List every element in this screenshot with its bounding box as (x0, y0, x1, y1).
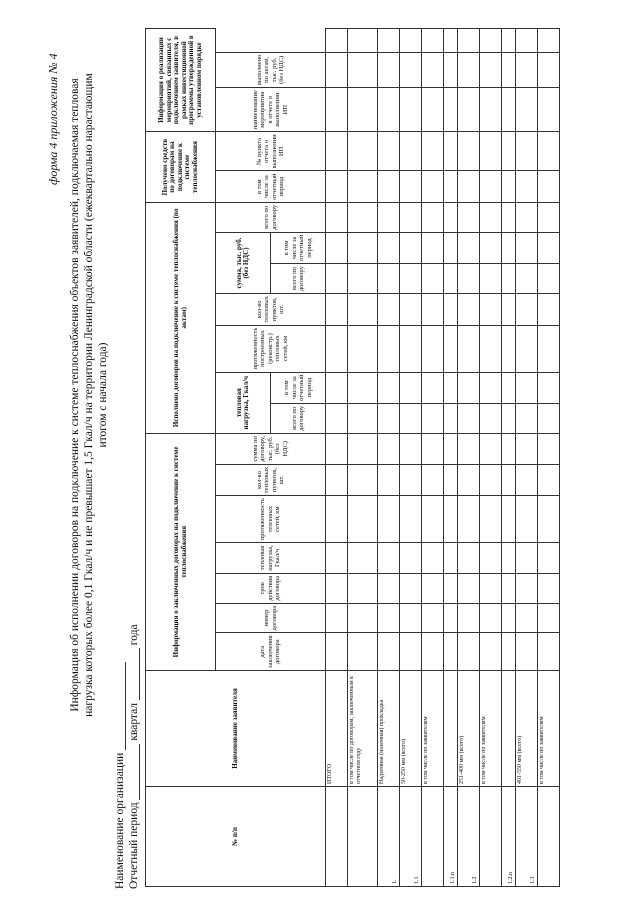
empty-cell (348, 171, 378, 202)
empty-cell (378, 464, 400, 495)
empty-cell (422, 464, 444, 495)
empty-cell (458, 573, 480, 603)
empty-cell (378, 202, 400, 232)
empty-cell (444, 28, 458, 52)
empty-cell (516, 202, 538, 232)
empty-cell (378, 496, 400, 543)
empty-cell (422, 52, 444, 87)
empty-cell (516, 464, 538, 495)
empty-cell (458, 403, 480, 433)
empty-cell (326, 496, 348, 543)
header-exec-sum-total: всего по договору (271, 264, 326, 294)
empty-cell (516, 28, 538, 52)
empty-cell (326, 294, 348, 325)
empty-cell (538, 433, 560, 464)
empty-cell (480, 202, 502, 232)
empty-cell (444, 232, 458, 263)
empty-cell (400, 132, 422, 171)
empty-cell (516, 294, 538, 325)
empty-cell (538, 28, 560, 52)
row-label (502, 671, 516, 787)
empty-cell (378, 325, 400, 372)
empty-cell (458, 264, 480, 294)
empty-cell (444, 496, 458, 543)
header-received-total: всего по договору (216, 202, 326, 232)
empty-cell (326, 52, 348, 87)
empty-cell (348, 496, 378, 543)
empty-cell (348, 573, 378, 603)
document-title: Информация об исполнении договоров на подключение к системе теплоснабжения объектов заявителей, подключаемая тепловая нагрузка которых более 0,1 Гкал/ч и не превышает 1,5 Гкал/ч на территории Ленинградской области (ежеквартально нарастающим итогом с начала года) (69, 73, 109, 717)
empty-cell (480, 88, 502, 132)
empty-cell (422, 325, 444, 372)
empty-cell (422, 603, 444, 633)
organization-blank (115, 662, 126, 750)
empty-cell (444, 603, 458, 633)
empty-cell (516, 573, 538, 603)
empty-cell (480, 171, 502, 202)
empty-cell (378, 543, 400, 574)
empty-cell (458, 232, 480, 263)
empty-cell (348, 264, 378, 294)
empty-cell (348, 88, 378, 132)
empty-cell (422, 496, 444, 543)
row-label: 50-250 мм (всего) (400, 671, 422, 787)
header-exec-load-total: всего по договору (271, 403, 326, 433)
empty-cell (480, 372, 502, 403)
empty-cell (326, 28, 348, 52)
empty-cell (516, 171, 538, 202)
empty-cell (480, 496, 502, 543)
empty-cell (516, 433, 538, 464)
form-label: форма 4 приложения № 4 (46, 53, 60, 185)
row-number: 1.1.n (444, 787, 458, 887)
empty-cell (538, 232, 560, 263)
empty-cell (400, 496, 422, 543)
empty-cell (378, 372, 400, 403)
empty-cell (538, 543, 560, 574)
empty-cell (400, 633, 422, 671)
empty-cell (378, 403, 400, 433)
empty-cell (480, 464, 502, 495)
empty-cell (502, 496, 516, 543)
table-row (422, 28, 444, 886)
table-row (502, 28, 516, 886)
table-row (400, 28, 422, 886)
empty-cell (444, 171, 458, 202)
empty-cell (422, 403, 444, 433)
empty-cell (502, 28, 516, 52)
empty-cell (458, 171, 480, 202)
header-received-group: Получено средств по договорам на подключение к системе теплоснабжения (146, 132, 216, 202)
row-label: 401-550 мм (всего) (516, 671, 538, 787)
row-label: в том числе по договорам, заключенным в отчетном году (348, 671, 378, 787)
empty-cell (444, 132, 458, 171)
empty-cell (326, 603, 348, 633)
empty-cell (348, 294, 378, 325)
empty-cell (378, 294, 400, 325)
empty-cell (480, 264, 502, 294)
row-number: 1.1 (400, 787, 422, 887)
header-applicant: Наименование заявителя (146, 671, 326, 787)
empty-cell (326, 372, 348, 403)
empty-cell (444, 88, 458, 132)
empty-cell (400, 573, 422, 603)
empty-cell (502, 171, 516, 202)
header-exec-sum: сумма, тыс. руб. (без НДС) (216, 232, 271, 293)
empty-cell (458, 543, 480, 574)
empty-cell (348, 325, 378, 372)
empty-cell (502, 573, 516, 603)
header-load: тепловая нагрузка, Гкал/ч (216, 543, 326, 574)
empty-cell (378, 171, 400, 202)
empty-cell (538, 171, 560, 202)
empty-cell (422, 202, 444, 232)
empty-cell (538, 496, 560, 543)
empty-cell (538, 132, 560, 171)
row-number: 1. (378, 787, 400, 887)
empty-cell (444, 325, 458, 372)
empty-cell (458, 496, 480, 543)
empty-cell (458, 88, 480, 132)
empty-cell (422, 88, 444, 132)
empty-cell (516, 52, 538, 87)
empty-cell (422, 232, 444, 263)
header-points: кол-во тепловых пунктов, шт. (216, 464, 326, 495)
empty-cell (444, 372, 458, 403)
empty-cell (480, 403, 502, 433)
report-table (145, 28, 560, 887)
empty-cell (348, 603, 378, 633)
empty-cell (502, 294, 516, 325)
empty-cell (422, 171, 444, 202)
empty-cell (458, 603, 480, 633)
empty-cell (516, 603, 538, 633)
table-row (480, 28, 502, 886)
header-invest-done: выполнено по актам, тыс. руб. (без НДС) (216, 52, 326, 87)
row-label: в том числе по заявителям (422, 671, 444, 787)
empty-cell (516, 372, 538, 403)
period-blank (129, 744, 140, 800)
table-row (538, 28, 560, 886)
table-row (378, 28, 400, 886)
header-exec-sum-period: в том числе за отчетный период (271, 232, 326, 263)
empty-cell (516, 325, 538, 372)
empty-cell (538, 325, 560, 372)
empty-cell (400, 171, 422, 202)
empty-cell (422, 28, 444, 52)
empty-cell (538, 573, 560, 603)
empty-cell (480, 633, 502, 671)
empty-cell (444, 294, 458, 325)
row-number (538, 787, 560, 887)
header-invest-num: № пункта отчета о выполнении ИП (216, 132, 326, 171)
empty-cell (516, 403, 538, 433)
empty-cell (378, 603, 400, 633)
empty-cell (444, 543, 458, 574)
empty-cell (422, 543, 444, 574)
row-number: 1.3 (516, 787, 538, 887)
empty-cell (516, 264, 538, 294)
empty-cell (502, 325, 516, 372)
row-label: 251-400 мм (всего) (458, 671, 480, 787)
empty-cell (422, 573, 444, 603)
empty-cell (458, 464, 480, 495)
empty-cell (326, 433, 348, 464)
empty-cell (480, 433, 502, 464)
row-label: Надземная (наземная) прокладка (378, 671, 400, 787)
empty-cell (480, 603, 502, 633)
period-year: года (128, 624, 140, 646)
empty-cell (538, 202, 560, 232)
empty-cell (326, 325, 348, 372)
empty-cell (538, 88, 560, 132)
header-exec-points: кол-во тепловых пунктов, шт. (216, 294, 326, 325)
empty-cell (480, 52, 502, 87)
header-exec-load-period: в том числе за отчетный период (271, 372, 326, 403)
empty-cell (458, 433, 480, 464)
empty-cell (378, 264, 400, 294)
period-year-blank (129, 648, 140, 700)
empty-cell (480, 28, 502, 52)
empty-cell (444, 433, 458, 464)
empty-cell (444, 52, 458, 87)
empty-cell (348, 52, 378, 87)
organization-label: Наименование организации (114, 752, 126, 889)
header-received-period: в том числе за отчетный период (216, 171, 326, 202)
header-invest-group: Информация о реализации мероприятий, связанных с подключением заявителя, в рамках инвестиционной программы утвержденной в установленном порядке (146, 28, 216, 132)
empty-cell (400, 88, 422, 132)
empty-cell (480, 132, 502, 171)
row-number (422, 787, 444, 887)
table-row (348, 28, 378, 886)
header-exec-length: протяженность построенных (реконстр.) тепловых сетей, км (216, 325, 326, 372)
empty-cell (502, 372, 516, 403)
empty-cell (538, 294, 560, 325)
empty-cell (538, 464, 560, 495)
empty-cell (400, 403, 422, 433)
row-label: в том числе по заявителям (480, 671, 502, 787)
table-body (326, 28, 560, 886)
period-label: Отчетный период (128, 802, 140, 889)
row-label (444, 671, 458, 787)
empty-cell (348, 633, 378, 671)
empty-cell (480, 232, 502, 263)
empty-cell (502, 603, 516, 633)
empty-cell (400, 264, 422, 294)
table-row (444, 28, 458, 886)
empty-cell (400, 202, 422, 232)
empty-cell (502, 633, 516, 671)
empty-cell (422, 372, 444, 403)
empty-cell (458, 633, 480, 671)
header-length: протяженность тепловых сетей, км (216, 496, 326, 543)
empty-cell (400, 325, 422, 372)
empty-cell (348, 372, 378, 403)
empty-cell (348, 232, 378, 263)
empty-cell (444, 403, 458, 433)
empty-cell (378, 52, 400, 87)
empty-cell (538, 403, 560, 433)
empty-cell (422, 633, 444, 671)
empty-cell (326, 132, 348, 171)
empty-cell (348, 28, 378, 52)
empty-cell (502, 202, 516, 232)
header-exec-load: тепловая нагрузка, Гкал/ч (216, 372, 271, 433)
empty-cell (326, 573, 348, 603)
row-number: 1.2.n (502, 787, 516, 887)
empty-cell (400, 372, 422, 403)
empty-cell (378, 573, 400, 603)
empty-cell (538, 372, 560, 403)
empty-cell (400, 52, 422, 87)
period-quarter: квартал (128, 702, 140, 741)
empty-cell (480, 325, 502, 372)
row-number: 1.2 (458, 787, 480, 887)
empty-cell (444, 464, 458, 495)
header-date: дата заключения договора (216, 633, 326, 671)
empty-cell (326, 633, 348, 671)
row-number (480, 787, 502, 887)
empty-cell (502, 232, 516, 263)
period-line (128, 624, 140, 889)
empty-cell (400, 433, 422, 464)
empty-cell (502, 403, 516, 433)
empty-cell (444, 202, 458, 232)
empty-cell (458, 132, 480, 171)
empty-cell (422, 132, 444, 171)
header-number: номер договора (216, 603, 326, 633)
empty-cell (516, 543, 538, 574)
empty-cell (444, 633, 458, 671)
empty-cell (458, 372, 480, 403)
empty-cell (378, 132, 400, 171)
empty-cell (378, 232, 400, 263)
empty-cell (326, 543, 348, 574)
header-invest-name: наименование мероприятия в отчете о выполнении ИП (216, 88, 326, 132)
empty-cell (348, 403, 378, 433)
empty-cell (538, 52, 560, 87)
empty-cell (480, 294, 502, 325)
empty-cell (348, 132, 378, 171)
empty-cell (516, 496, 538, 543)
table-row (516, 28, 538, 886)
empty-cell (458, 202, 480, 232)
row-number (348, 787, 378, 887)
row-label: ИТОГО (326, 671, 348, 787)
empty-cell (538, 264, 560, 294)
empty-cell (538, 633, 560, 671)
empty-cell (516, 633, 538, 671)
empty-cell (458, 28, 480, 52)
empty-cell (348, 464, 378, 495)
empty-cell (422, 433, 444, 464)
empty-cell (444, 264, 458, 294)
empty-cell (458, 52, 480, 87)
empty-cell (400, 543, 422, 574)
table-row (458, 28, 480, 886)
empty-cell (502, 88, 516, 132)
empty-cell (400, 28, 422, 52)
empty-cell (502, 264, 516, 294)
empty-cell (326, 232, 348, 263)
empty-cell (502, 543, 516, 574)
empty-cell (326, 202, 348, 232)
empty-cell (502, 464, 516, 495)
header-term: срок действия договора (216, 573, 326, 603)
organization-line (114, 662, 126, 889)
empty-cell (538, 603, 560, 633)
empty-cell (502, 132, 516, 171)
empty-cell (326, 403, 348, 433)
empty-cell (422, 264, 444, 294)
empty-cell (516, 88, 538, 132)
header-concluded-group: Информация о заключенных договорах на подключение к системе теплоснабжения (146, 433, 216, 670)
empty-cell (378, 633, 400, 671)
empty-cell (400, 294, 422, 325)
empty-cell (400, 232, 422, 263)
empty-cell (400, 464, 422, 495)
empty-cell (326, 464, 348, 495)
empty-cell (378, 28, 400, 52)
empty-cell (458, 294, 480, 325)
empty-cell (502, 433, 516, 464)
empty-cell (458, 325, 480, 372)
empty-cell (326, 171, 348, 202)
empty-cell (378, 88, 400, 132)
empty-cell (348, 543, 378, 574)
empty-cell (348, 433, 378, 464)
empty-cell (378, 433, 400, 464)
empty-cell (502, 52, 516, 87)
empty-cell (400, 603, 422, 633)
row-number (326, 787, 348, 887)
header-num: № п/п (146, 787, 326, 887)
header-sum: сумма по договору, тыс. руб. (без НДС) (216, 433, 326, 464)
header-executed-group: Исполнено договоров на подключение к системе теплоснабжения (по актам) (146, 202, 216, 433)
empty-cell (480, 543, 502, 574)
empty-cell (326, 264, 348, 294)
empty-cell (422, 294, 444, 325)
empty-cell (516, 132, 538, 171)
empty-cell (444, 573, 458, 603)
empty-cell (516, 232, 538, 263)
row-label: в том числе по заявителям (538, 671, 560, 787)
empty-cell (326, 88, 348, 132)
table-row (326, 28, 348, 886)
empty-cell (348, 202, 378, 232)
empty-cell (480, 573, 502, 603)
